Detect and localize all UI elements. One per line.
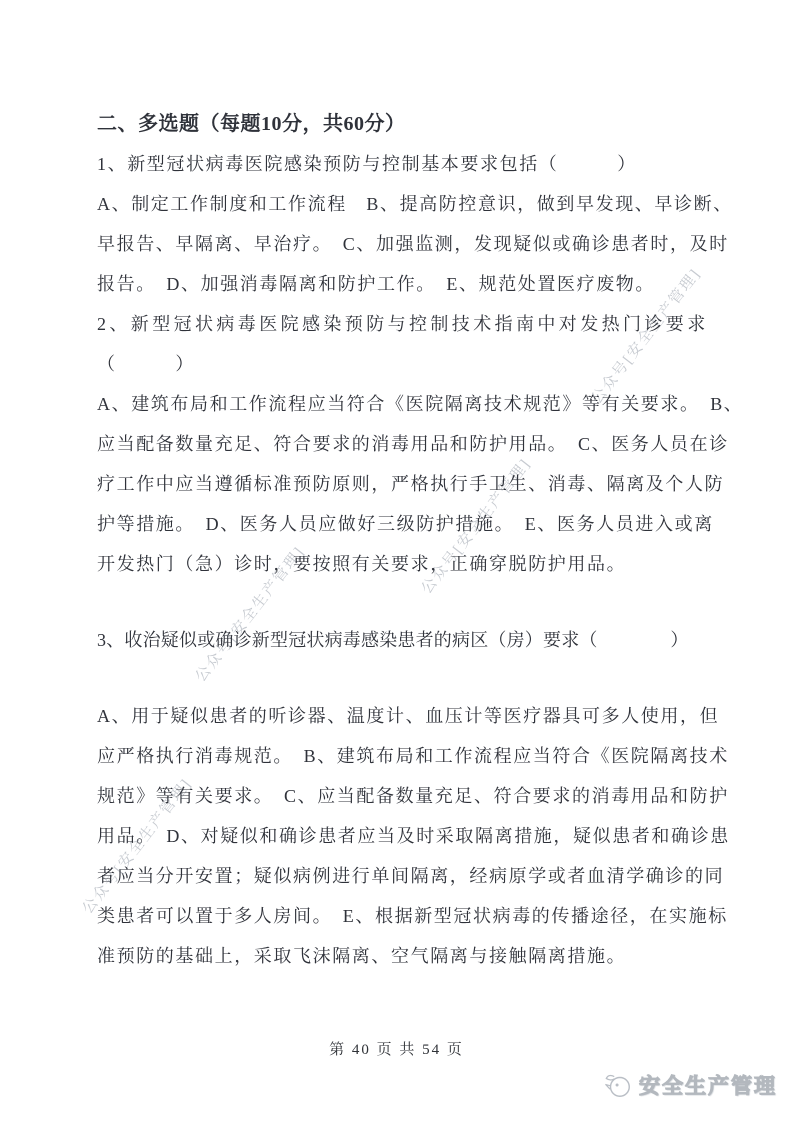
text-line: 疗工作中应当遵循标准预防原则，严格执行手卫生、消毒、隔离及个人防	[97, 474, 725, 494]
watermark: 公众号[安全生产管理]	[588, 265, 705, 408]
watermark: 公众号[安全生产管理]	[192, 543, 309, 686]
text-line: A、制定工作制度和工作流程 B、提高防控意识，做到早发现、早诊断、	[97, 194, 733, 214]
section-heading: 二、多选题（每题10分，共60分）	[97, 113, 406, 135]
document-body	[97, 104, 744, 976]
brand-logo	[603, 1070, 777, 1100]
text-line: 3、收治疑似或确诊新型冠状病毒感染患者的病区（房）要求（ ）	[97, 630, 689, 650]
text-line: 准预防的基础上，采取飞沫隔离、空气隔离与接触隔离措施。	[97, 946, 627, 966]
text-line: （ ）	[97, 354, 195, 374]
text-line: 1、新型冠状病毒医院感染预防与控制基本要求包括（ ）	[97, 154, 637, 174]
text-line: 类患者可以置于多人房间。 E、根据新型冠状病毒的传播途径，在实施标	[97, 906, 728, 926]
text-line: A、用于疑似患者的听诊器、温度计、血压计等医疗器具可多人使用，但	[97, 706, 720, 726]
text-line: A、建筑布局和工作流程应当符合《医院隔离技术规范》等有关要求。 B、	[97, 394, 744, 414]
bird-icon	[603, 1070, 633, 1100]
blank-line	[97, 584, 713, 620]
text-line: 者应当分开安置；疑似病例进行单间隔离，经病原学或者血清学确诊的同	[97, 866, 725, 886]
blank-line	[97, 660, 713, 696]
watermark: 公众号[安全生产管理]	[418, 455, 535, 598]
watermark: 公众号[安全生产管理]	[79, 775, 196, 918]
page-indicator: 第 40 页 共 54 页	[329, 1042, 464, 1058]
text-line: 用品。 D、对疑似和确诊患者应当及时采取隔离措施，疑似患者和确诊患	[97, 826, 730, 846]
text-line: 规范》等有关要求。 C、应当配备数量充足、符合要求的消毒用品和防护	[97, 786, 729, 806]
text-line: 早报告、早隔离、早治疗。 C、加强监测，发现疑似或确诊患者时，及时	[97, 234, 729, 254]
text-line: 应当配备数量充足、符合要求的消毒用品和防护用品。 C、医务人员在诊	[97, 434, 729, 454]
text-line: 报告。 D、加强消毒隔离和防护工作。 E、规范处置医疗废物。	[97, 274, 655, 294]
text-line: 开发热门（急）诊时，要按照有关要求，正确穿脱防护用品。	[97, 554, 627, 574]
brand-label: 安全生产管理	[639, 1075, 777, 1098]
text-line: 护等措施。 D、医务人员应做好三级防护措施。 E、医务人员进入或离	[97, 514, 714, 534]
text-line: 应严格执行消毒规范。 B、建筑布局和工作流程应当符合《医院隔离技术	[97, 746, 729, 766]
text-line: 2、新型冠状病毒医院感染预防与控制技术指南中对发热门诊要求	[97, 314, 709, 334]
